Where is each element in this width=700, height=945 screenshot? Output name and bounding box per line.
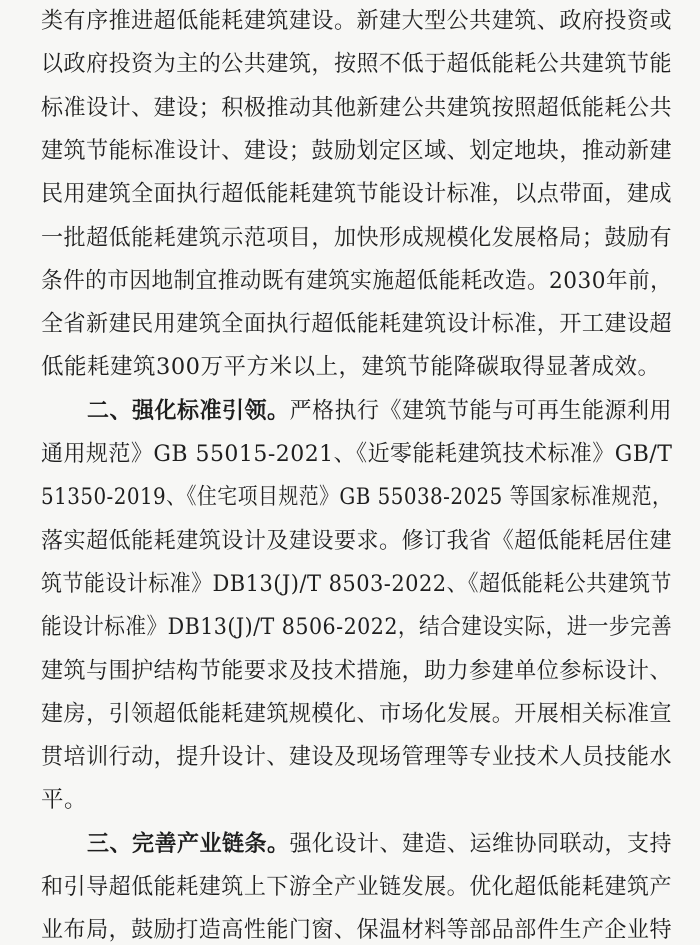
paragraph-line: 民用建筑全面执行超低能耗建筑节能设计标准，以点带面，建成 xyxy=(41,181,673,208)
section-heading: 三、完善产业链条。 xyxy=(87,830,290,857)
paragraph-line: 贯培训行动，提升设计、建设及现场管理等专业技术人员技能水 xyxy=(41,744,673,771)
paragraph-line: 51350-2019、《住宅项目规范》GB 55038-2025 等国家标准规范， xyxy=(41,484,673,511)
paragraph-line: 筑节能设计标准》DB13(J)/T 8503-2022、《超低能耗公共建筑节 xyxy=(41,570,672,597)
paragraph-line: 条件的市因地制宜推动既有建筑实施超低能耗改造。2030年前， xyxy=(41,267,673,294)
paragraph-line: 建筑与围护结构节能要求及技术措施，助力参建单位参标设计、 xyxy=(41,657,673,684)
paragraph-line: 平。 xyxy=(41,787,88,814)
paragraph-line: 类有序推进超低能耗建筑建设。新建大型公共建筑、政府投资或 xyxy=(41,8,673,34)
paragraph-line: 业布局，鼓励打造高性能门窗、保温材料等部品部件生产企业特 xyxy=(41,917,673,944)
paragraph-line: 通用规范》GB 55015-2021、《近零能耗建筑技术标准》GB/T xyxy=(41,441,673,467)
paragraph-text: 强化设计、建造、运维协同联动，支持 xyxy=(289,830,673,857)
paragraph-text: 严格执行《建筑节能与可再生能源利用 xyxy=(289,397,673,424)
paragraph-line: 建筑节能标准设计、建设；鼓励划定区域、划定地块，推动新建 xyxy=(41,137,673,164)
section-first-line xyxy=(87,396,672,426)
section-first-line xyxy=(87,829,672,859)
paragraph-line: 低能耗建筑300万平方米以上，建筑节能降碳取得显著成效。 xyxy=(41,354,661,381)
paragraph-line: 和引导超低能耗建筑上下游全产业链发展。优化超低能耗建筑产 xyxy=(41,874,673,900)
section-heading: 二、强化标准引领。 xyxy=(87,397,290,424)
paragraph-line: 标准设计、建设；积极推动其他新建公共建筑按照超低能耗公共 xyxy=(41,94,673,121)
paragraph-line: 一批超低能耗建筑示范项目，加快形成规模化发展格局；鼓励有 xyxy=(41,224,673,251)
paragraph-line: 落实超低能耗建筑设计及建设要求。修订我省《超低能耗居住建 xyxy=(41,527,673,554)
paragraph-line: 建房，引领超低能耗建筑规模化、市场化发展。开展相关标准宣 xyxy=(41,700,673,727)
paragraph-line: 以政府投资为主的公共建筑，按照不低于超低能耗公共建筑节能 xyxy=(41,51,673,78)
paragraph-line: 全省新建民用建筑全面执行超低能耗建筑设计标准，开工建设超 xyxy=(41,311,673,338)
paragraph-line: 能设计标准》DB13(J)/T 8506-2022，结合建设实际，进一步完善 xyxy=(41,614,673,641)
